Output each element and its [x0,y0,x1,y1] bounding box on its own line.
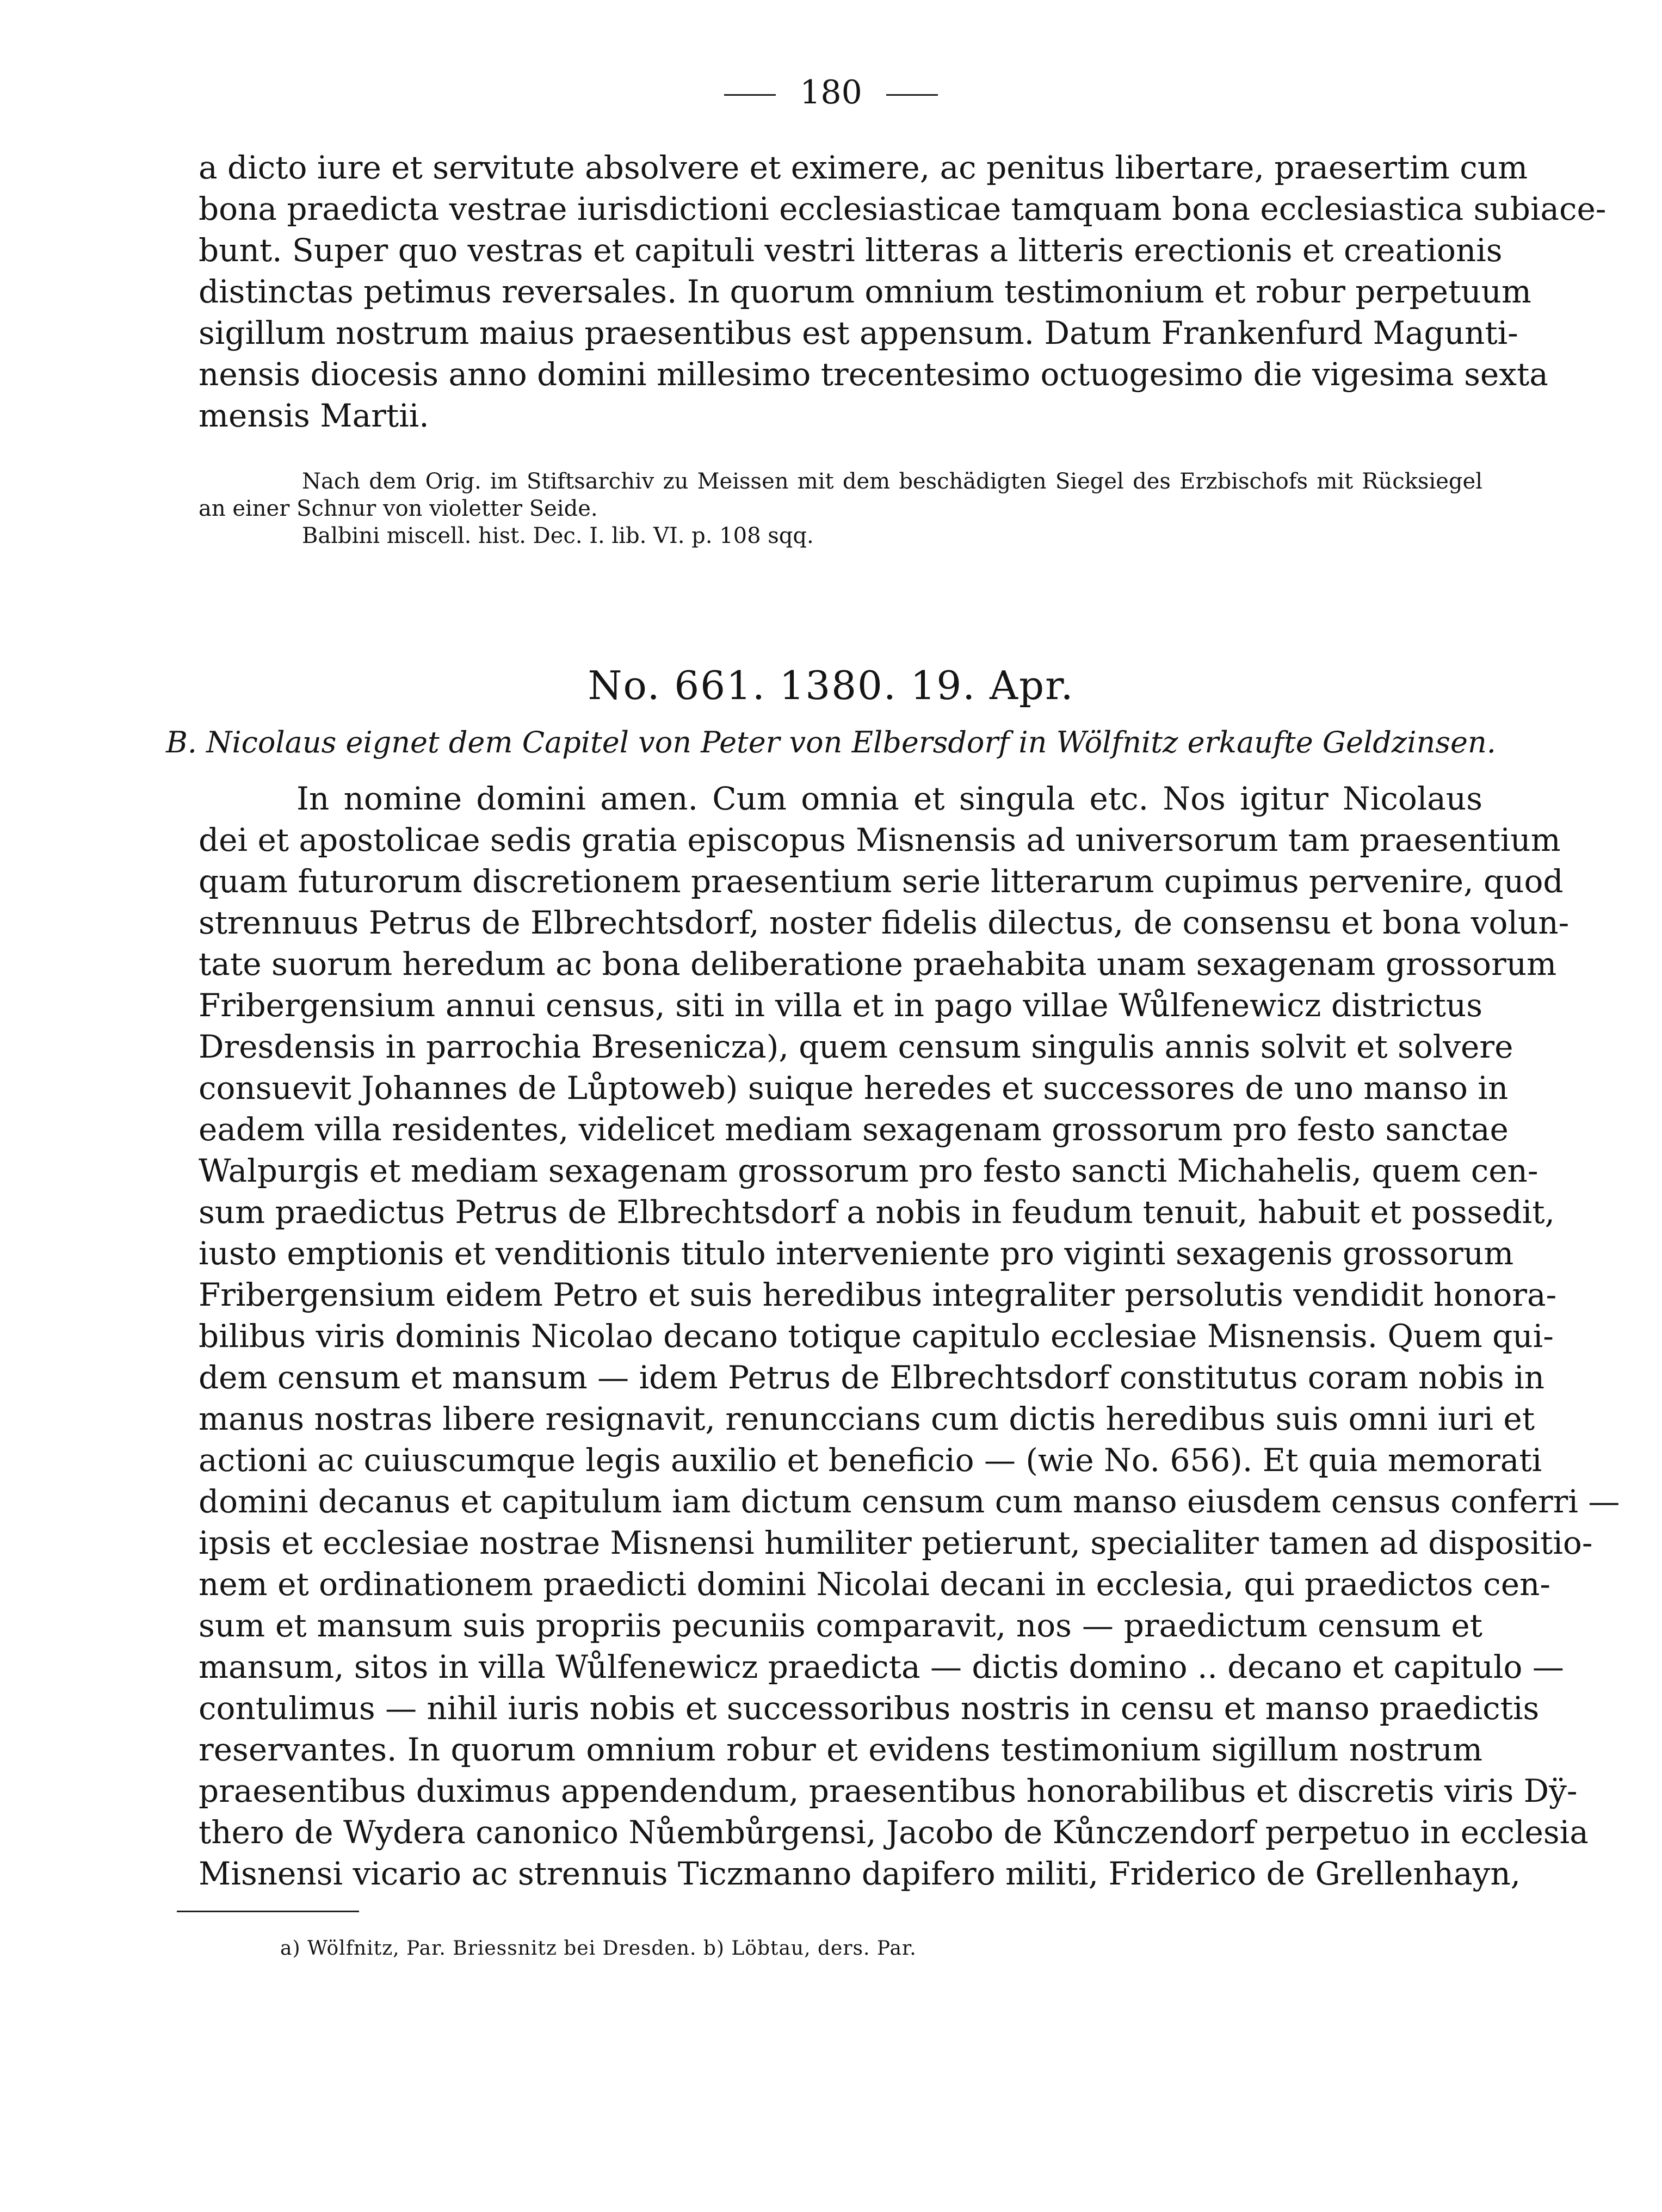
main-text-line: reservantes. In quorum omnium robur et evidens testimonium sigillum nostrum [199,1731,1482,1768]
main-text-line: In nomine domini amen. Cum omnia et singula etc. Nos igitur Nicolaus [296,780,1482,817]
main-text-line: strennuus Petrus de Elbrechtsdorf, noster fidelis dilectus, de consensu et bona volun- [199,904,1570,941]
footnote-separator [177,1911,359,1912]
top-text-line: mensis Martii. [199,397,429,434]
main-text-line: dem censum et mansum — idem Petrus de Elbrechtsdorf constitutus coram nobis in [199,1359,1545,1396]
page-number-dash-left [724,94,776,96]
page-number: 180 [800,73,862,112]
top-text-line: distinctas petimus reversales. In quorum omnium testimonium et robur perpetuum [199,273,1531,310]
main-text-line: iusto emptionis et venditionis titulo interveniente pro viginti sexagenis grossorum [199,1235,1514,1272]
document-summary: B. Nicolaus eignet dem Capitel von Peter von Elbersdorf in Wölfnitz erkaufte Geldzinsen. [166,725,1496,759]
top-text-line: bona praedicta vestrae iurisdictioni ecclesiasticae tamquam bona ecclesiastica subiace- [199,190,1607,227]
main-text-line: bilibus viris dominis Nicolao decano totique capitulo ecclesiae Misnensis. Quem qui- [199,1318,1554,1355]
top-text-line: a dicto iure et servitute absolvere et eximere, ac penitus libertare, praesertim cum [199,149,1528,186]
main-text-line: Fribergensium eidem Petro et suis heredibus integraliter persolutis vendidit honora- [199,1276,1557,1313]
main-text-block [199,778,1620,1894]
page-number-line [0,73,1662,112]
main-text-line: manus nostras libere resignavit, renunccians cum dictis heredibus suis omni iuri et [199,1400,1535,1437]
main-text-line: Misnensi vicario ac strennuis Ticzmanno dapifero militi, Friderico de Grellenhayn, [199,1855,1521,1892]
source-note-line: Balbini miscell. hist. Dec. I. lib. VI. p. 108 sqq. [302,523,814,548]
main-text-line: sum et mansum suis propriis pecuniis comparavit, nos — praedictum censum et [199,1607,1482,1644]
main-text-line: praesentibus duximus appendendum, praesentibus honorabilibus et discretis viris Dÿ- [199,1772,1578,1809]
main-text-line: nem et ordinationem praedicti domini Nicolai decani in ecclesia, qui praedictos cen- [199,1566,1550,1603]
top-text-line: bunt. Super quo vestras et capituli vestri litteras a litteris erectionis et creationis [199,232,1503,269]
footnotes: a) Wölfnitz, Par. Briessnitz bei Dresden. b) Löbtau, ders. Par. [280,1937,917,1960]
main-text-line: quam futurorum discretionem praesentium serie litterarum cupimus pervenire, quod [199,863,1564,900]
page-number-dash-right [886,94,938,96]
source-note [199,468,1482,549]
main-text-line: consuevit Johannes de Lůptoweb) suique heredes et successores de uno manso in [199,1070,1509,1107]
main-text-line: Fribergensium annui census, siti in villa et in pago villae Wůlfenewicz districtus [199,987,1482,1024]
main-text-line: thero de Wydera canonico Nůembůrgensi, Jacobo de Kůnczendorf perpetuo in ecclesia [199,1814,1589,1851]
main-text-line: eadem villa residentes, videlicet mediam sexagenam grossorum pro festo sanctae [199,1111,1509,1148]
main-text-line: Walpurgis et mediam sexagenam grossorum pro festo sancti Michahelis, quem cen- [199,1152,1539,1189]
main-text-line: mansum, sitos in villa Wůlfenewicz praedicta — dictis domino .. decano et capitulo — [199,1648,1564,1685]
main-text-line: contulimus — nihil iuris nobis et successoribus nostris in censu et manso praedictis [199,1690,1540,1727]
source-note-line: an einer Schnur von violetter Seide. [199,496,598,521]
top-text-line: sigillum nostrum maius praesentibus est appensum. Datum Frankenfurd Magunti- [199,314,1518,351]
main-text-line: Dresdensis in parrochia Bresenicza), quem censum singulis annis solvit et solvere [199,1028,1513,1065]
top-text-line: nensis diocesis anno domini millesimo trecentesimo octuogesimo die vigesima sexta [199,356,1548,393]
main-text-line: sum praedictus Petrus de Elbrechtsdorf a nobis in feudum tenuit, habuit et possedit, [199,1194,1555,1231]
main-text-line: tate suorum heredum ac bona deliberatione praehabita unam sexagenam grossorum [199,946,1557,983]
main-text-line: ipsis et ecclesiae nostrae Misnensi humiliter petierunt, specialiter tamen ad dispositio- [199,1524,1593,1561]
main-text-line: dei et apostolicae sedis gratia episcopus Misnensis ad universorum tam praesentium [199,821,1561,858]
main-text-line: actioni ac cuiuscumque legis auxilio et beneficio — (wie No. 656). Et quia memorati [199,1442,1542,1479]
main-text-line: domini decanus et capitulum iam dictum censum cum manso eiusdem census conferri — [199,1483,1620,1520]
source-note-line: Nach dem Orig. im Stiftsarchiv zu Meissen mit dem beschädigten Siegel des Erzbischofs mit Rücksiegel [302,469,1482,494]
document-heading: No. 661. 1380. 19. Apr. [588,663,1074,708]
top-text-block [199,147,1607,436]
